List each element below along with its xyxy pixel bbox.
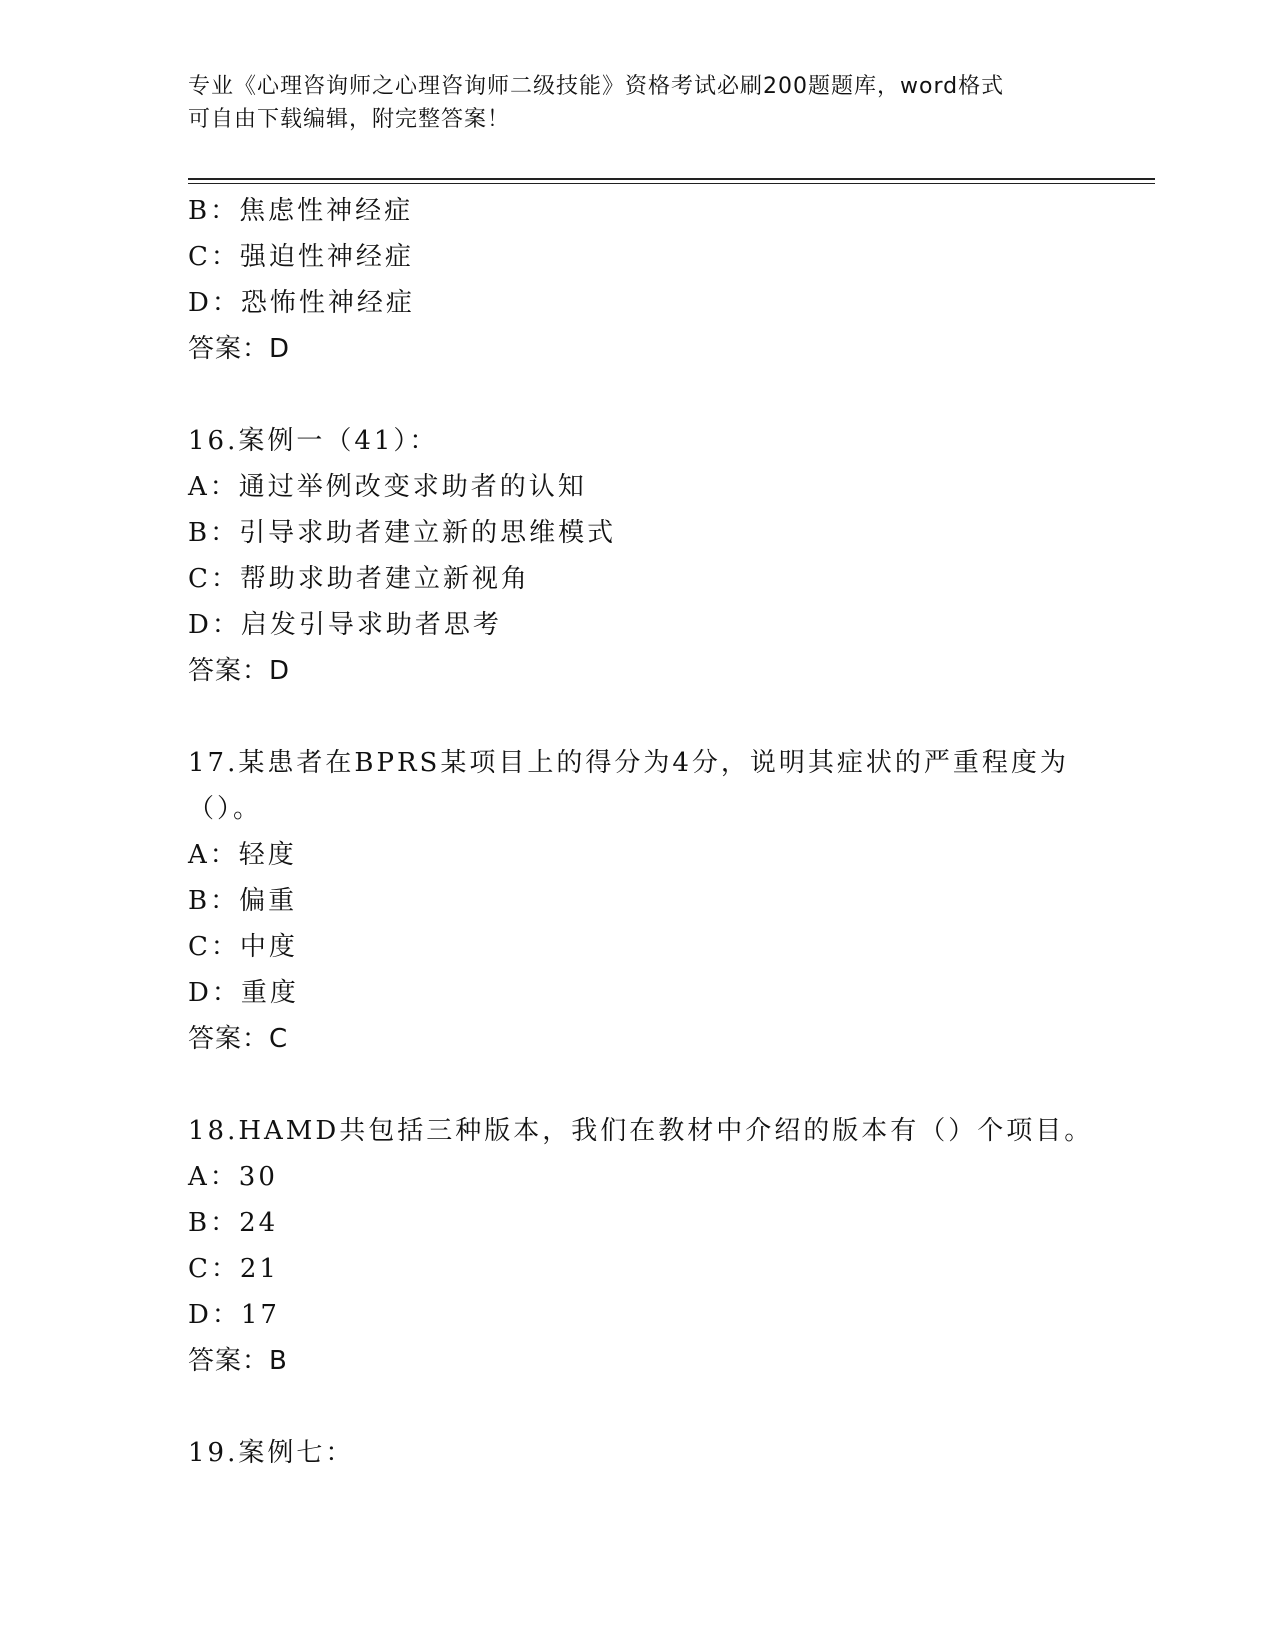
question-stem: 19.案例七： [188,1438,355,1468]
spacer [188,694,1088,740]
header-line-1: 专业《心理咨询师之心理咨询师二级技能》资格考试必刷200题题库，word格式 [188,74,1005,99]
header-rule-thin [188,183,1155,184]
option-b: B：焦虑性神经症 [188,196,414,226]
option-d: D：17 [188,1300,280,1330]
answer: 答案：C [188,1024,289,1054]
option-d: D：启发引导求助者思考 [188,610,502,640]
option-d: D：重度 [188,978,299,1008]
header-line-2: 可自由下载编辑，附完整答案！ [188,107,511,132]
spacer [188,1062,1088,1108]
option-a: A：通过举例改变求助者的认知 [188,472,587,502]
option-c: C：强迫性神经症 [188,242,414,272]
question-stem-line-2: （）。 [188,794,263,824]
spacer [188,1384,1088,1430]
option-b: B：引导求助者建立新的思维模式 [188,518,617,548]
question-15 [188,188,1088,372]
option-c: C：中度 [188,932,298,962]
header-rule-thick [188,178,1155,180]
question-list [188,188,1094,1476]
question-17 [188,740,1088,1062]
option-b: B：24 [188,1208,279,1238]
question-stem-line-1: 17.某患者在BPRS某项目上的得分为4分，说明其症状的严重程度为 [188,748,1069,778]
option-c: C：21 [188,1254,279,1284]
page-header [188,70,1088,136]
question-stem: 18.HAMD共包括三种版本，我们在教材中介绍的版本有（）个项目。 [188,1116,1094,1146]
spacer [188,372,1088,418]
option-a: A：轻度 [188,840,297,870]
answer: 答案：B [188,1346,288,1376]
answer: 答案：D [188,656,291,686]
question-16 [188,418,1088,694]
question-18 [188,1108,1094,1384]
question-19 [188,1430,1088,1476]
option-a: A：30 [188,1162,278,1192]
answer: 答案：D [188,334,291,364]
option-b: B：偏重 [188,886,298,916]
question-stem: 16.案例一（41）： [188,426,439,456]
option-d: D：恐怖性神经症 [188,288,415,318]
option-c: C：帮助求助者建立新视角 [188,564,530,594]
